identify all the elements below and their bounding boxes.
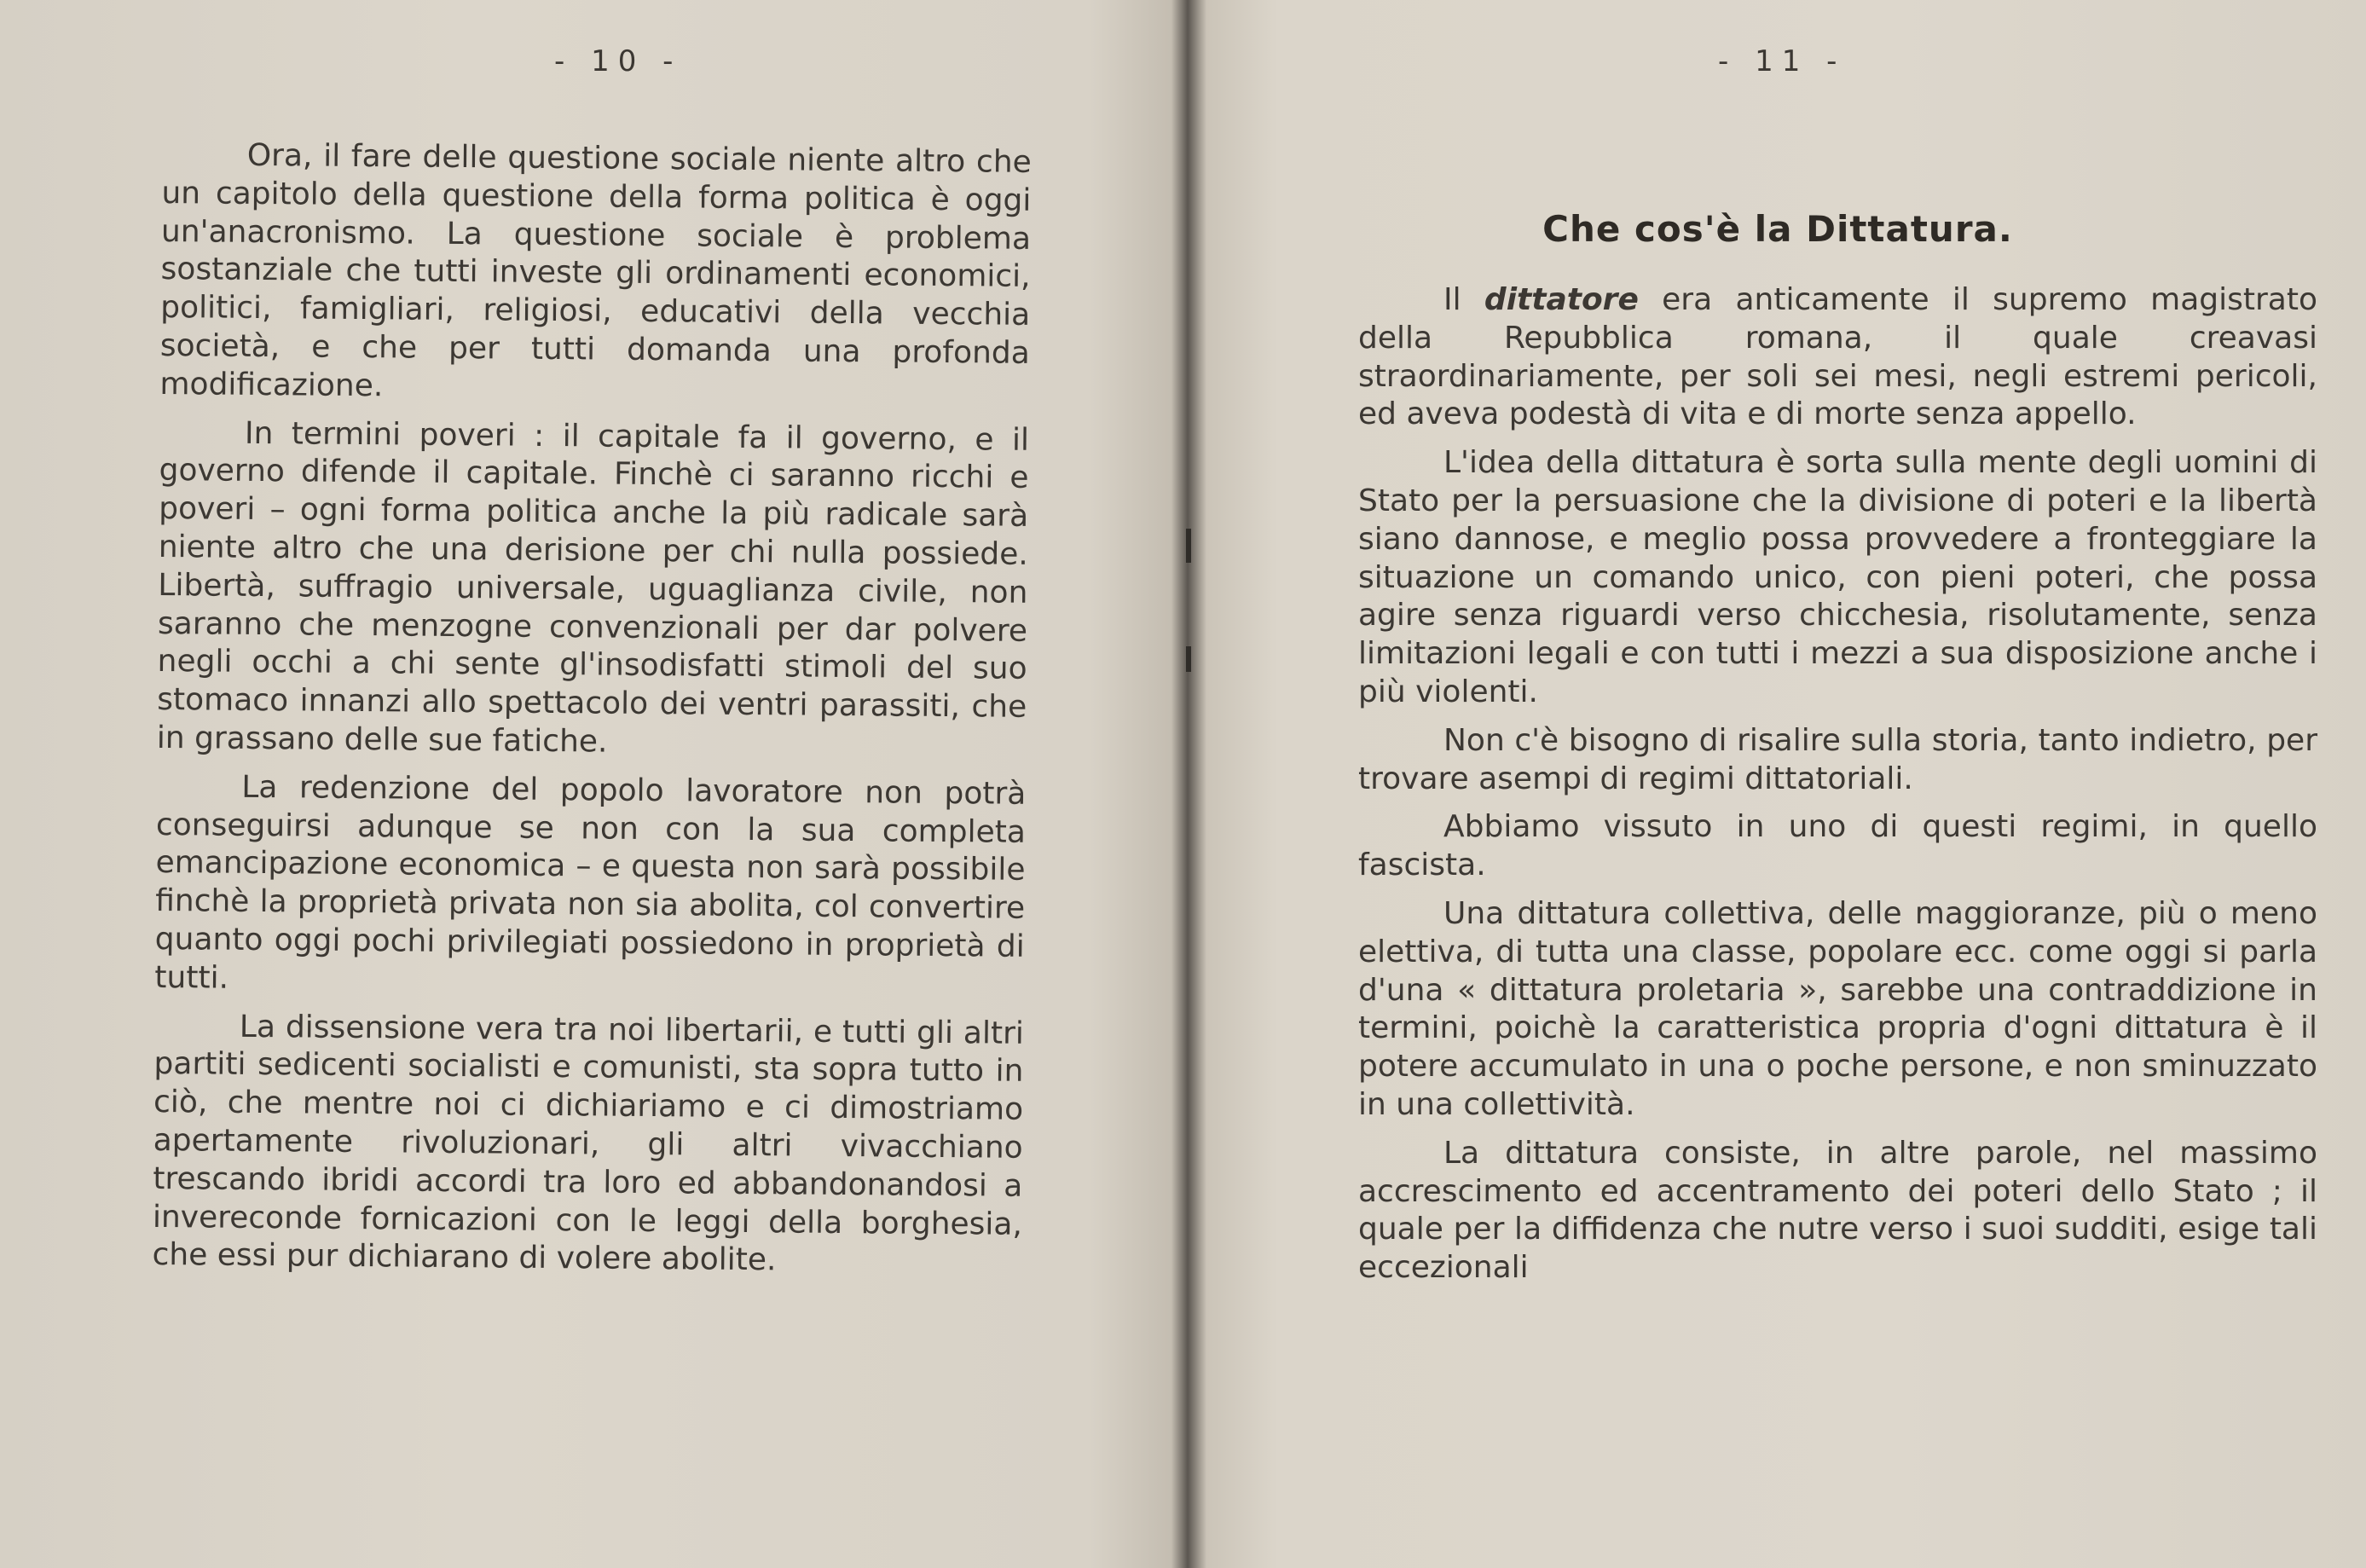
right-page-text <box>1358 281 2317 1298</box>
chapter-heading: Che cos'è la Dittatura. <box>1542 208 2013 250</box>
term-dittatore: dittatore <box>1484 282 1639 317</box>
paragraph: L'idea della dittatura è sorta sulla mente degli uomini di Stato per la persuasione che la divisione di poteri e la libertà siano dannose, e meglio possa provvedere a fronteggiare la situazione un comando unico, con pieni poteri, che possa agire senza riguardi verso chicchesia, risolutamente, senza limitazioni legali e con tutti i mezzi a sua disposizione anche i più violenti. <box>1358 445 2317 709</box>
paragraph-rest: era anticamente il supremo magistrato della Repubblica romana, il quale creavasi straordinariamente, per soli sei mesi, negli estremi pericoli, ed aveva podestà di vita e di morte senza appello. <box>1358 282 2317 432</box>
paragraph: Abbiamo vissuto in uno di questi regimi, in quello fascista. <box>1358 809 2317 883</box>
page-number: - 10 - <box>554 44 682 78</box>
paragraph: Non c'è bisogno di risalire sulla storia, tanto indietro, per trovare asempi di regimi dittatoriali. <box>1358 722 2317 796</box>
paragraph: La dissensione vera tra noi libertarii, e tutti gli altri partiti sedicenti socialisti e comunisti, sta sopra tutto in ciò, che mentre noi ci dichiariamo e ci dimostriamo apertamente rivoluzionari, gli altri vivacchiano trescando ibridi accordi tra loro ed abbandonandosi a invereconde fornicazioni con le leggi della borghesia, che essi pur dichiarano di volere abolite. <box>152 1009 1025 1278</box>
right-page <box>1189 0 2366 1568</box>
paragraph: La dittatura consiste, in altre parole, nel massimo accrescimento ed accentramento dei poteri dello Stato ; il quale per la diffidenza che nutre verso i suoi sudditi, esige tali eccezionali <box>1358 1135 2317 1286</box>
left-page-text <box>152 136 1032 1293</box>
paragraph-lead: Il <box>1443 282 1461 317</box>
paragraph <box>1358 281 2317 434</box>
paragraph: La redenzione del popolo lavoratore non potrà conseguirsi adunque se non con la sua completa emancipazione economica – e questa non sarà possibile finchè la proprietà privata non sia abolita, col convertire quanto oggi pochi privilegiati possiedono in proprietà di tutti. <box>154 769 1027 996</box>
paragraph: In termini poveri : il capitale fa il governo, e il governo difende il capitale. Finchè ci saranno ricchi e poveri – ogni forma politica anche la più radicale sarà niente altro che una derisione per chi nulla possiede. Libertà, suffragio universale, uguaglianza civile, non saranno che menzogne convenzionali per dar polvere negli occhi a chi sente gl'insodisfatti stimoli del suo stomaco innanzi allo spettacolo dei ventri parassiti, che in grassano delle sue fatiche. <box>156 415 1030 760</box>
page-number: - 11 - <box>1718 44 1846 78</box>
paragraph: Una dittatura collettiva, delle maggioranze, più o meno elettiva, di tutta una classe, popolare ecc. come oggi si parla d'una « dittatura proletaria », sarebbe una contraddizione in termini, poichè la caratteristica propria d'ogni dittatura è il potere accumulato in una o poche persone, e non sminuzzato in una collettività. <box>1358 895 2317 1122</box>
paragraph: Ora, il fare delle questione sociale niente altro che un capitolo della questione della forma politica è oggi un'anacronismo. La questione sociale è problema sostanziale che tutti investe gli ordinamenti economici, politici, famigliari, religiosi, educativi della vecchia società, e che per tutti domanda una profonda modificazione. <box>159 137 1032 404</box>
